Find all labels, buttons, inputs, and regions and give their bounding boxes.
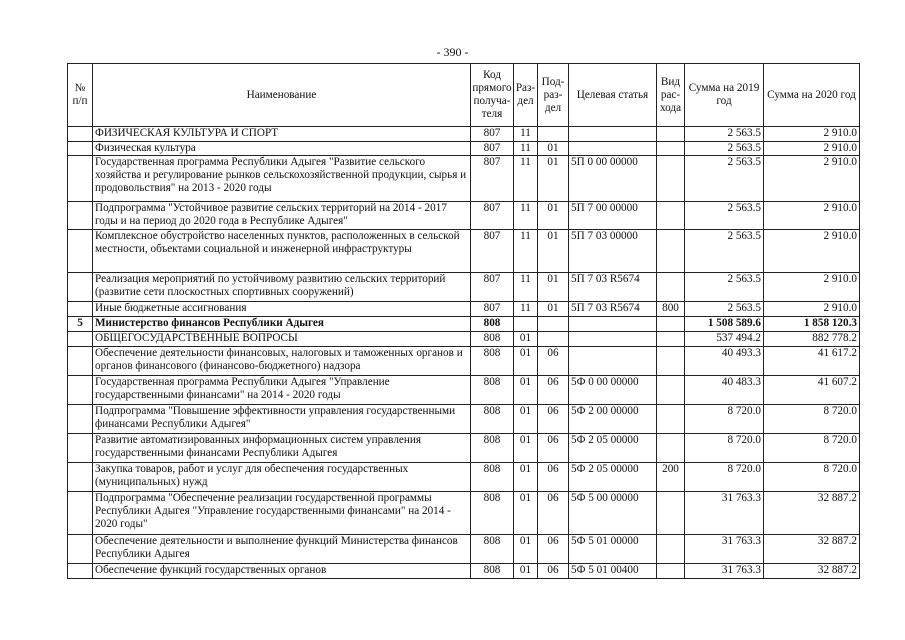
cell-code: 807 <box>471 156 514 202</box>
table-row <box>68 273 860 302</box>
header-name: Наименование <box>93 64 471 127</box>
cell-num <box>68 202 93 230</box>
cell-code: 808 <box>471 492 514 535</box>
header-expense-type: Вид рас-хода <box>657 64 685 127</box>
cell-sum-2020: 32 887.2 <box>764 564 860 579</box>
cell-expense-type <box>657 434 685 463</box>
cell-subsection: 01 <box>538 230 569 273</box>
cell-section: 11 <box>514 273 538 302</box>
cell-name: Комплексное обустройство населенных пунктов, расположенных в сельской местности, объектами социальной и инженерной инфраструктуры <box>93 230 471 273</box>
cell-num <box>68 332 93 347</box>
table-row <box>68 302 860 317</box>
cell-num <box>68 434 93 463</box>
cell-section: 01 <box>514 564 538 579</box>
cell-section: 01 <box>514 376 538 405</box>
cell-article <box>569 332 657 347</box>
header-code: Код прямого получа-теля <box>471 64 514 127</box>
cell-subsection: 06 <box>538 463 569 492</box>
cell-article <box>569 317 657 332</box>
cell-code: 808 <box>471 347 514 376</box>
cell-subsection: 01 <box>538 273 569 302</box>
cell-article: 5П 7 03 R5674 <box>569 273 657 302</box>
cell-num <box>68 156 93 202</box>
cell-sum-2020: 2 910.0 <box>764 142 860 156</box>
cell-name: Обеспечение деятельности финансовых, налоговых и таможенных органов и органов финансового (финансово-бюджетного) надзора <box>93 347 471 376</box>
cell-article: 5Ф 2 05 00000 <box>569 463 657 492</box>
cell-num <box>68 127 93 142</box>
cell-sum-2020: 2 910.0 <box>764 273 860 302</box>
cell-article: 5П 7 03 00000 <box>569 230 657 273</box>
cell-expense-type <box>657 156 685 202</box>
cell-subsection <box>538 317 569 332</box>
cell-name: Физическая культура <box>93 142 471 156</box>
cell-code: 808 <box>471 332 514 347</box>
cell-section: 01 <box>514 434 538 463</box>
budget-table <box>67 63 860 579</box>
cell-section: 11 <box>514 202 538 230</box>
table-row <box>68 535 860 564</box>
cell-subsection: 01 <box>538 156 569 202</box>
table-row <box>68 230 860 273</box>
cell-code: 808 <box>471 463 514 492</box>
cell-expense-type <box>657 273 685 302</box>
table-row <box>68 127 860 142</box>
cell-code: 808 <box>471 535 514 564</box>
cell-code: 808 <box>471 317 514 332</box>
cell-subsection: 06 <box>538 347 569 376</box>
cell-sum-2020: 8 720.0 <box>764 463 860 492</box>
cell-name: Реализация мероприятий по устойчивому развитию сельских территорий (развитие сети плоскостных спортивных сооружений) <box>93 273 471 302</box>
cell-subsection: 01 <box>538 302 569 317</box>
cell-section: 01 <box>514 347 538 376</box>
cell-article: 5Ф 2 00 00000 <box>569 405 657 434</box>
cell-sum-2020: 882 778.2 <box>764 332 860 347</box>
cell-name: Развитие автоматизированных информационных систем управления государственными финансами Республики Адыгея <box>93 434 471 463</box>
cell-article <box>569 142 657 156</box>
cell-article <box>569 347 657 376</box>
cell-sum-2019: 8 720.0 <box>685 463 764 492</box>
cell-sum-2019: 2 563.5 <box>685 202 764 230</box>
cell-section: 11 <box>514 142 538 156</box>
cell-code: 807 <box>471 273 514 302</box>
cell-expense-type: 800 <box>657 302 685 317</box>
cell-article: 5П 7 00 00000 <box>569 202 657 230</box>
cell-article <box>569 127 657 142</box>
table-row <box>68 332 860 347</box>
cell-subsection: 06 <box>538 405 569 434</box>
cell-sum-2019: 2 563.5 <box>685 127 764 142</box>
cell-sum-2020: 2 910.0 <box>764 230 860 273</box>
cell-article: 5Ф 5 01 00000 <box>569 535 657 564</box>
cell-sum-2019: 8 720.0 <box>685 405 764 434</box>
cell-subsection: 06 <box>538 564 569 579</box>
cell-sum-2019: 31 763.3 <box>685 564 764 579</box>
cell-code: 808 <box>471 434 514 463</box>
cell-sum-2020: 8 720.0 <box>764 405 860 434</box>
cell-num <box>68 273 93 302</box>
cell-article: 5П 0 00 00000 <box>569 156 657 202</box>
cell-section: 01 <box>514 332 538 347</box>
header-section: Раз-дел <box>514 64 538 127</box>
table-row <box>68 202 860 230</box>
cell-section <box>514 317 538 332</box>
cell-expense-type <box>657 230 685 273</box>
cell-sum-2019: 2 563.5 <box>685 302 764 317</box>
cell-sum-2019: 2 563.5 <box>685 273 764 302</box>
cell-expense-type <box>657 202 685 230</box>
cell-num <box>68 347 93 376</box>
page-number: - 390 - <box>436 45 469 59</box>
cell-sum-2020: 2 910.0 <box>764 156 860 202</box>
cell-sum-2019: 8 720.0 <box>685 434 764 463</box>
table-row <box>68 376 860 405</box>
cell-expense-type <box>657 142 685 156</box>
cell-sum-2019: 2 563.5 <box>685 142 764 156</box>
cell-subsection <box>538 332 569 347</box>
cell-expense-type <box>657 347 685 376</box>
header-sum-2020: Сумма на 2020 год <box>764 64 860 127</box>
cell-num <box>68 405 93 434</box>
table-row <box>68 463 860 492</box>
cell-expense-type <box>657 405 685 434</box>
cell-num <box>68 564 93 579</box>
cell-num <box>68 376 93 405</box>
header-subsection: Под-раз-дел <box>538 64 569 127</box>
cell-sum-2019: 40 493.3 <box>685 347 764 376</box>
cell-sum-2020: 2 910.0 <box>764 127 860 142</box>
cell-section: 01 <box>514 535 538 564</box>
cell-sum-2019: 2 563.5 <box>685 230 764 273</box>
cell-name: ОБЩЕГОСУДАРСТВЕННЫЕ ВОПРОСЫ <box>93 332 471 347</box>
cell-num: 5 <box>68 317 93 332</box>
cell-article: 5Ф 2 05 00000 <box>569 434 657 463</box>
cell-section: 11 <box>514 156 538 202</box>
cell-article: 5П 7 03 R5674 <box>569 302 657 317</box>
cell-expense-type <box>657 535 685 564</box>
table-row <box>68 317 860 332</box>
cell-name: Подпрограмма "Обеспечение реализации государственной программы Республики Адыгея "Управление государственными финансами" на 2014 - 2020 годы" <box>93 492 471 535</box>
cell-name: Подпрограмма "Повышение эффективности управления государственными финансами Республики Адыгея" <box>93 405 471 434</box>
cell-name: ФИЗИЧЕСКАЯ КУЛЬТУРА И СПОРТ <box>93 127 471 142</box>
cell-expense-type <box>657 492 685 535</box>
table-row <box>68 564 860 579</box>
cell-subsection: 06 <box>538 535 569 564</box>
cell-sum-2019: 537 494.2 <box>685 332 764 347</box>
cell-subsection: 01 <box>538 142 569 156</box>
cell-num <box>68 463 93 492</box>
cell-expense-type <box>657 376 685 405</box>
cell-sum-2020: 32 887.2 <box>764 535 860 564</box>
cell-code: 807 <box>471 142 514 156</box>
header-row <box>68 64 860 127</box>
table-row <box>68 156 860 202</box>
cell-name: Министерство финансов Республики Адыгея <box>93 317 471 332</box>
cell-subsection <box>538 127 569 142</box>
header-num: № п/п <box>68 64 93 127</box>
cell-name: Государственная программа Республики Адыгея "Развитие сельского хозяйства и регулирование рынков сельскохозяйственной продукции, сырья и продовольствия" на 2013 - 2020 годы <box>93 156 471 202</box>
cell-expense-type <box>657 564 685 579</box>
table-header <box>68 64 860 127</box>
cell-name: Подпрограмма "Устойчивое развитие сельских территорий на 2014 - 2017 годы и на период до 2020 года в Республике Адыгея" <box>93 202 471 230</box>
cell-expense-type: 200 <box>657 463 685 492</box>
cell-code: 808 <box>471 405 514 434</box>
header-sum-2019: Сумма на 2019 год <box>685 64 764 127</box>
table-row <box>68 405 860 434</box>
table-body <box>68 127 860 579</box>
cell-num <box>68 230 93 273</box>
cell-code: 808 <box>471 564 514 579</box>
cell-section: 01 <box>514 405 538 434</box>
cell-name: Иные бюджетные ассигнования <box>93 302 471 317</box>
table-row <box>68 492 860 535</box>
cell-sum-2020: 2 910.0 <box>764 302 860 317</box>
cell-section: 11 <box>514 230 538 273</box>
cell-article: 5Ф 5 00 00000 <box>569 492 657 535</box>
cell-expense-type <box>657 332 685 347</box>
cell-name: Обеспечение функций государственных органов <box>93 564 471 579</box>
header-article: Целевая статья <box>569 64 657 127</box>
cell-subsection: 01 <box>538 202 569 230</box>
cell-code: 807 <box>471 230 514 273</box>
cell-sum-2020: 32 887.2 <box>764 492 860 535</box>
cell-sum-2020: 41 607.2 <box>764 376 860 405</box>
cell-code: 807 <box>471 202 514 230</box>
cell-sum-2020: 41 617.2 <box>764 347 860 376</box>
cell-sum-2020: 8 720.0 <box>764 434 860 463</box>
cell-expense-type <box>657 317 685 332</box>
cell-subsection: 06 <box>538 376 569 405</box>
cell-section: 11 <box>514 302 538 317</box>
cell-name: Обеспечение деятельности и выполнение функций Министерства финансов Республики Адыгея <box>93 535 471 564</box>
cell-article: 5Ф 0 00 00000 <box>569 376 657 405</box>
cell-sum-2019: 2 563.5 <box>685 156 764 202</box>
cell-name: Закупка товаров, работ и услуг для обеспечения государственных (муниципальных) нужд <box>93 463 471 492</box>
cell-sum-2019: 31 763.3 <box>685 492 764 535</box>
cell-sum-2020: 1 858 120.3 <box>764 317 860 332</box>
cell-sum-2020: 2 910.0 <box>764 202 860 230</box>
cell-sum-2019: 1 508 589.6 <box>685 317 764 332</box>
cell-subsection: 06 <box>538 434 569 463</box>
cell-num <box>68 492 93 535</box>
cell-code: 807 <box>471 302 514 317</box>
table-row <box>68 142 860 156</box>
table-row <box>68 434 860 463</box>
cell-code: 808 <box>471 376 514 405</box>
cell-section: 11 <box>514 127 538 142</box>
cell-name: Государственная программа Республики Адыгея "Управление государственными финансами" на 2014 - 2020 годы <box>93 376 471 405</box>
cell-article: 5Ф 5 01 00400 <box>569 564 657 579</box>
cell-code: 807 <box>471 127 514 142</box>
cell-expense-type <box>657 127 685 142</box>
cell-section: 01 <box>514 492 538 535</box>
cell-sum-2019: 40 483.3 <box>685 376 764 405</box>
cell-num <box>68 535 93 564</box>
cell-section: 01 <box>514 463 538 492</box>
cell-sum-2019: 31 763.3 <box>685 535 764 564</box>
cell-num <box>68 142 93 156</box>
table-row <box>68 347 860 376</box>
cell-num <box>68 302 93 317</box>
cell-subsection: 06 <box>538 492 569 535</box>
